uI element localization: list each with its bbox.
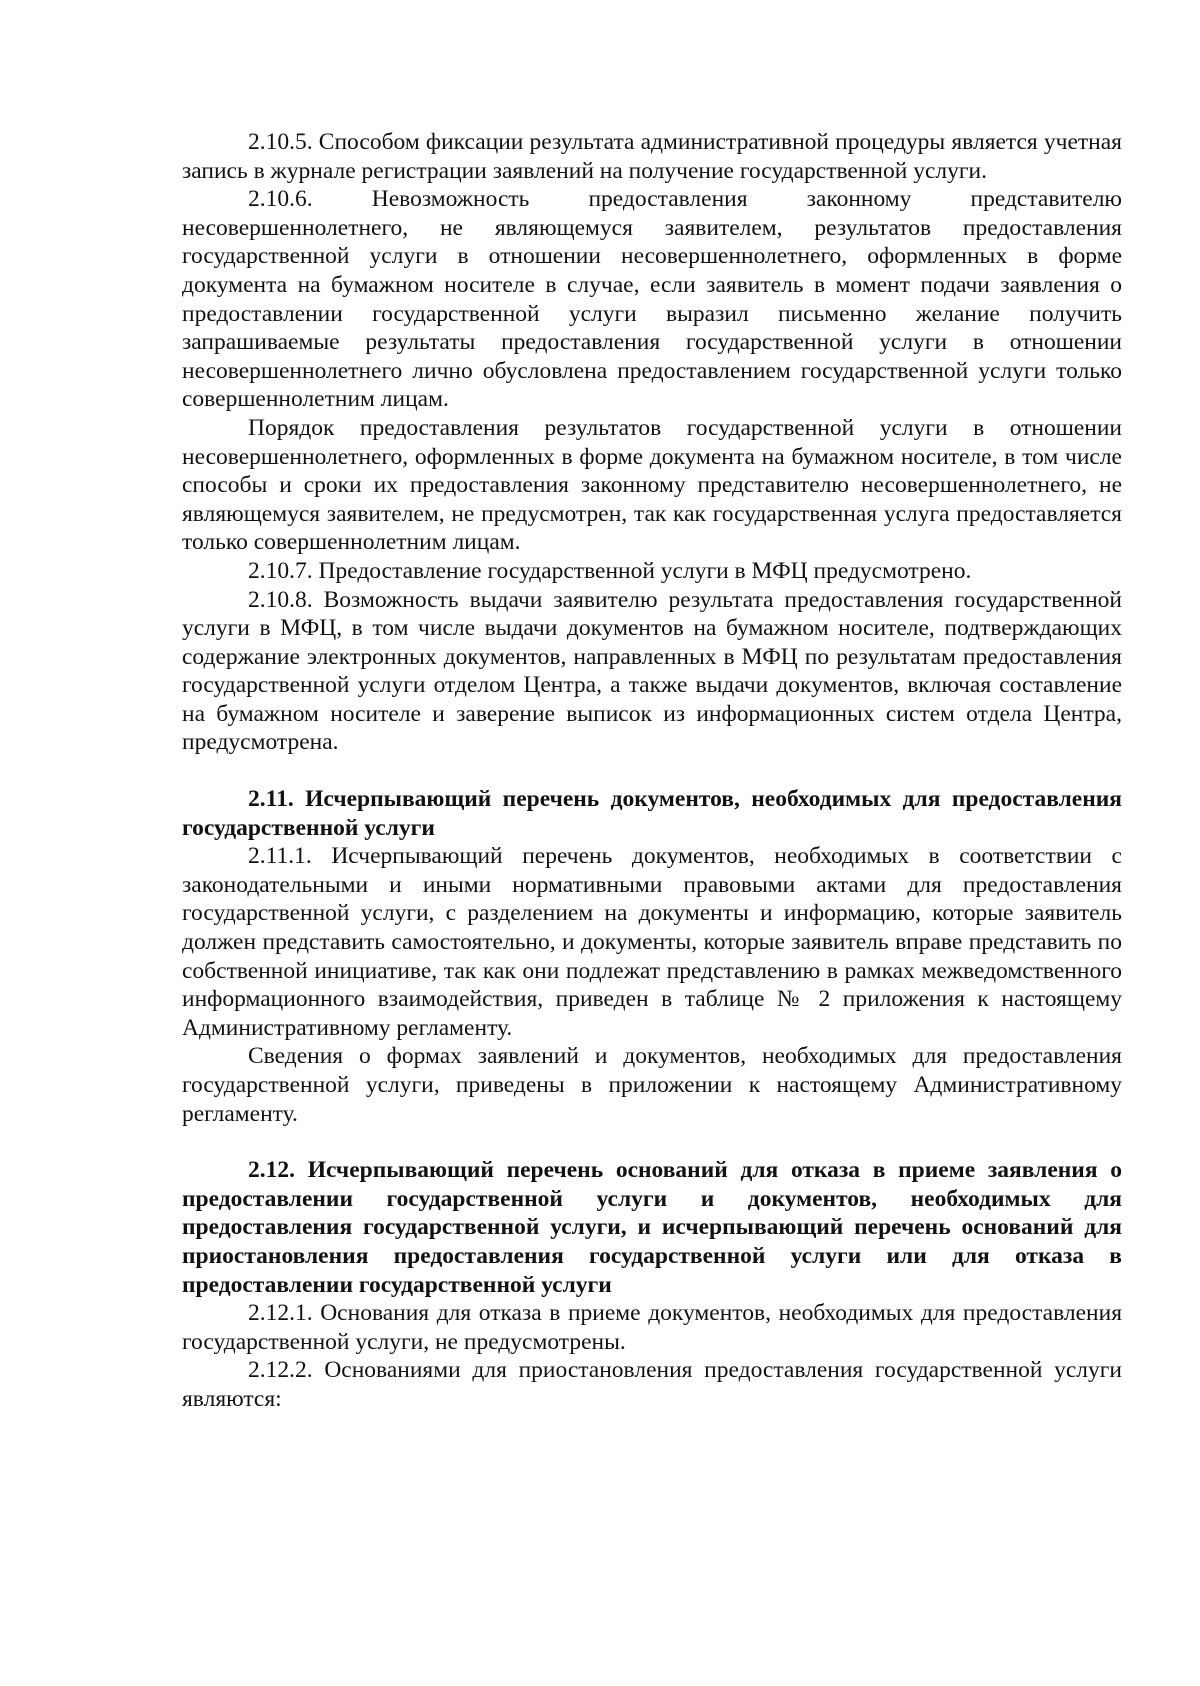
paragraph-2-10-7: 2.10.7. Предоставление государственной услуги в МФЦ предусмотрено. [248,557,972,584]
paragraph-forms-info: Сведения о формах заявлений и документов, необходимых для предоставления государственной услуги, приведены в приложении к настоящему Административному регламенту. [182,1043,1122,1127]
paragraph-2-10-6: 2.10.6. Невозможность предоставления законному представителю несовершеннолетнего, не являющемуся заявителем, результатов предоставления государственной услуги в отношении несовершеннолетнего, оформленных в форме документа на бумажном носителе в случае, если заявитель в момент подачи заявления о предоставлении государственной услуги выразил письменно желание получить запрашиваемые результаты предоставления государственной услуги в отношении несовершеннолетнего лично обусловлена предоставлением государственной услуги только совершеннолетним лицам. [182,186,1122,413]
paragraph-2-12-1: 2.12.1. Основания для отказа в приеме документов, необходимых для предоставления государственной услуги, не предусмотрены. [182,1300,1122,1355]
section-spacer [182,1128,1122,1156]
section-heading-2-12: 2.12. Исчерпывающий перечень оснований для отказа в приеме заявления о предоставлении государственной услуги и документов, необходимых для предоставления государственной услуги, и исчерпывающий перечень оснований для приостановления предоставления государственной услуги или для отказа в предоставлении государственной услуги [182,1157,1122,1298]
section-spacer [182,757,1122,785]
paragraph-2-12-2: 2.12.2. Основаниями для приостановления предоставления государственной услуги являются: [182,1357,1122,1412]
paragraph-2-10-8: 2.10.8. Возможность выдачи заявителю результата предоставления государственной услуги в МФЦ, в том числе выдачи документов на бумажном носителе, подтверждающих содержание электронных документов, направленных в МФЦ по результатам предоставления государственной услуги отделом Центра, а также выдачи документов, включая составление на бумажном носителе и заверение выписок из информационных систем отдела Центра, предусмотрена. [182,586,1122,756]
paragraph-2-11-1: 2.11.1. Исчерпывающий перечень документов, необходимых в соответствии с законодательными и иными нормативными правовыми актами для предоставления государственной услуги, с разделением на документы и информацию, которые заявитель должен представить самостоятельно, и документы, которые заявитель вправе представить по собственной инициативе, так как они подлежат представлению в рамках межведомственного информационного взаимодействия, приведен в таблице № 2 приложения к настоящему Административному регламенту. [182,843,1122,1041]
document-page [182,128,1122,1414]
paragraph-procedure-order: Порядок предоставления результатов государственной услуги в отношении несовершеннолетнего, оформленных в форме документа на бумажном носителе, в том числе способы и сроки их предоставления законному представителю несовершеннолетнего, не являющемуся заявителем, не предусмотрен, так как государственная услуга предоставляется только совершеннолетним лицам. [182,414,1122,556]
section-heading-2-11: 2.11. Исчерпывающий перечень документов, необходимых для предоставления государственной услуги [182,786,1122,841]
paragraph-2-10-5: 2.10.5. Способом фиксации результата административной процедуры является учетная запись в журнале регистрации заявлений на получение государственной услуги. [182,129,1122,184]
